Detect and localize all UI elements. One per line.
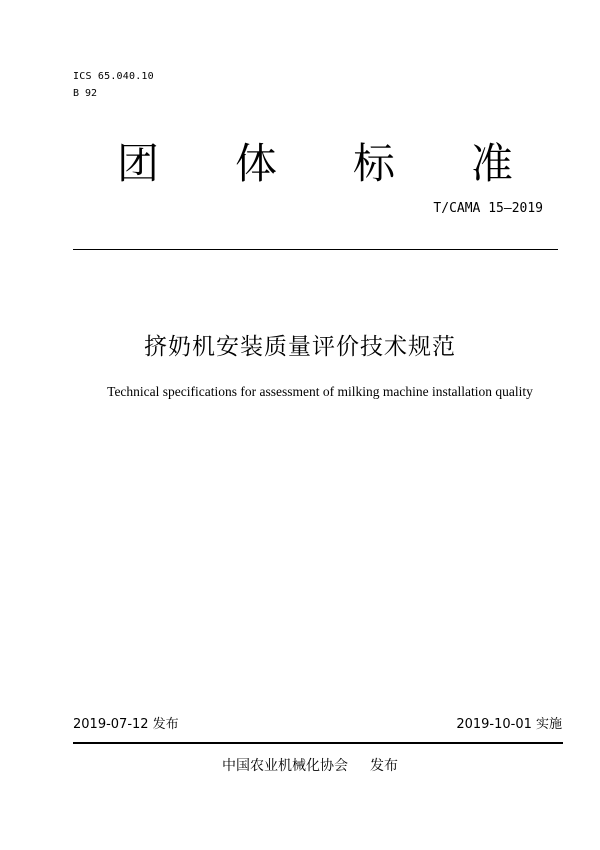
ics-code: ICS 65.040.10	[73, 71, 154, 82]
issue-date: 2019-07-12 发布	[73, 717, 179, 732]
standard-type-char: 准	[470, 139, 513, 188]
bottom-divider	[73, 742, 563, 744]
implementation-date: 2019-10-01 实施	[456, 717, 562, 732]
publisher-name: 中国农业机械化协会	[222, 758, 348, 774]
publisher-action: 发布	[370, 758, 398, 774]
ccs-code: B 92	[73, 88, 98, 99]
publisher-line	[222, 757, 398, 775]
title-english: Technical specifications for assessment of milking machine installation quality	[107, 384, 533, 399]
top-divider	[73, 249, 558, 250]
standard-type-heading	[110, 136, 520, 192]
standard-type-char: 标	[352, 139, 395, 188]
standard-type-char: 团	[116, 139, 159, 188]
standard-type-char: 体	[234, 139, 277, 188]
standard-number: T/CAMA 15—2019	[433, 201, 543, 216]
title-chinese: 挤奶机安装质量评价技术规范	[144, 334, 456, 360]
